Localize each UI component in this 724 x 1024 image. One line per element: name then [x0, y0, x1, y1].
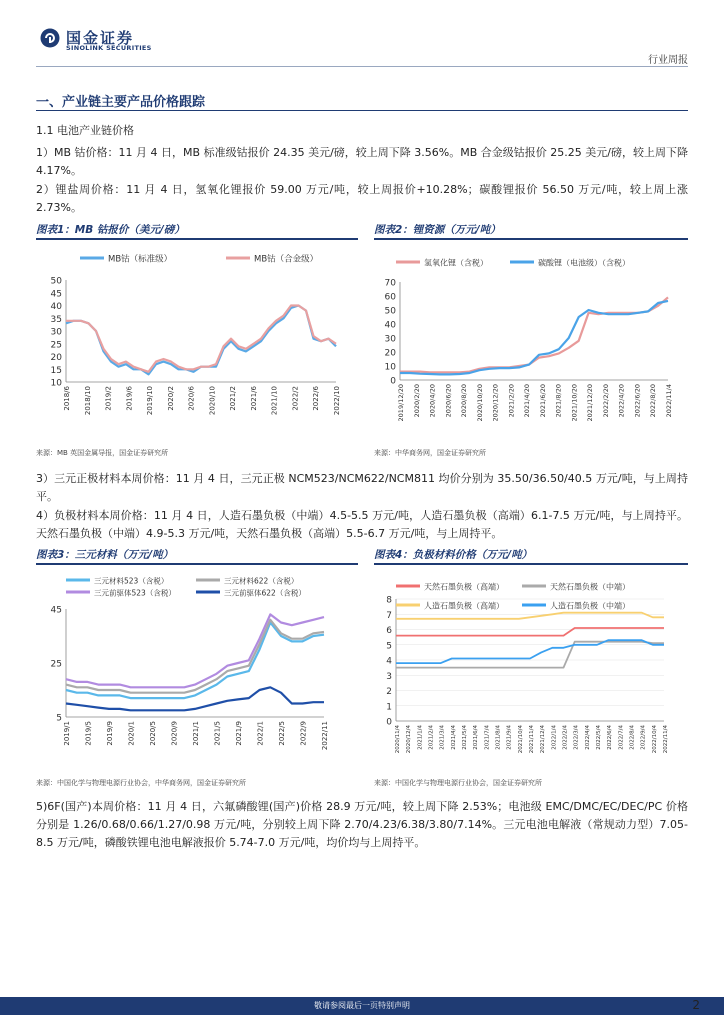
- x-tick-label: 2019/12/20: [397, 384, 405, 422]
- x-tick-label: 2021/12/20: [586, 384, 595, 422]
- x-tick-label: 2019/6: [125, 386, 134, 411]
- x-tick-label: 2022/1: [256, 721, 265, 746]
- series-line-1: [396, 628, 664, 636]
- figure2-rule: [374, 238, 688, 240]
- sinolink-logo-icon: [40, 28, 60, 48]
- figure2-source: 来源：中华商务网，国金证券研究所: [374, 449, 486, 457]
- series-line-4: [396, 640, 664, 663]
- series-line-1: [66, 306, 336, 375]
- x-tick-label: 2021/5/4: [462, 725, 468, 750]
- x-tick-label: 2020/12/20: [491, 384, 500, 422]
- x-tick-label: 2020/2/20: [412, 384, 421, 418]
- paragraph-ncm: 3）三元正极材料本周价格：11 月 4 日，三元正极 NCM523/NCM622/NCM811 均价分别为 35.50/36.50/40.5 万元/吨，与上周持平。: [36, 472, 688, 503]
- legend-label: 三元前驱体622（含税）: [224, 588, 306, 598]
- y-tick-label: 45: [50, 289, 62, 300]
- x-tick-label: 2020/10/20: [475, 384, 484, 422]
- figure4-source: 来源：中国化学与物理电源行业协会，国金证券研究所: [374, 779, 542, 787]
- x-tick-label: 2019/5: [84, 721, 93, 746]
- y-tick-label: 40: [384, 320, 396, 331]
- y-tick-label: 30: [384, 334, 396, 345]
- x-tick-label: 2022/4/20: [617, 384, 626, 418]
- series-line-3: [66, 614, 324, 687]
- x-tick-label: 2022/3/4: [573, 725, 580, 750]
- x-tick-label: 2021/8/4: [495, 725, 502, 750]
- x-tick-label: 2022/10/4: [651, 725, 658, 754]
- x-tick-label: 2020/11/4: [395, 725, 401, 754]
- x-tick-label: 2019/10: [146, 386, 155, 416]
- figure4-title: 图表4：负极材料价格（万元/吨）: [374, 549, 533, 561]
- x-tick-label: 2020/8/20: [460, 384, 469, 418]
- figure4-rule: [374, 563, 688, 565]
- x-tick-label: 2021/10: [270, 386, 279, 416]
- x-tick-label: 2021/9: [235, 721, 243, 746]
- section-title: 一、产业链主要产品价格跟踪: [36, 95, 206, 110]
- x-tick-label: 2022/2/20: [601, 384, 610, 418]
- x-tick-label: 2022/5: [278, 721, 286, 746]
- x-tick-label: 2021/7/4: [484, 725, 491, 750]
- x-tick-label: 2021/4/20: [523, 384, 532, 418]
- x-tick-label: 2021/2/20: [507, 384, 516, 418]
- x-tick-label: 2022/6: [312, 386, 321, 411]
- x-tick-label: 2020/4/20: [428, 384, 437, 418]
- y-tick-label: 50: [50, 276, 62, 287]
- x-tick-label: 2020/6/20: [444, 384, 453, 418]
- x-tick-label: 2022/2: [291, 386, 300, 411]
- x-tick-label: 2019/2: [104, 386, 113, 411]
- x-tick-label: 2022/1/4: [551, 725, 558, 750]
- paragraph-electrolyte: 5)6F(国产)本周价格：11 月 4 日，六氟磷酸锂(国产)价格 28.9 万元/吨，较上周下降 2.53%；电池级 EMC/DMC/EC/DEC/PC 价格分别是 1.26/0.68/0.66/1.27/0.98 万元/吨，分别较上周下降 2.70/4.23/6.38/3.80/7.14%。三元电池电解液（常规动力型）7.05-8.5 万元/吨，磷酸铁锂电池电解液报价 5.74-7.0 万元/吨，均价均与上周持平。: [36, 800, 688, 849]
- y-tick-label: 25: [50, 659, 62, 670]
- legend-label: MB钴（合金级）: [254, 254, 319, 265]
- figure3-source: 来源：中国化学与物理电源行业协会，中华商务网，国金证券研究所: [36, 779, 246, 787]
- y-tick-label: 50: [384, 306, 396, 317]
- y-tick-label: 60: [384, 292, 396, 303]
- x-tick-label: 2018/10: [83, 386, 92, 416]
- x-tick-label: 2021/4/4: [450, 725, 457, 750]
- x-tick-label: 2022/6/4: [607, 725, 614, 750]
- x-tick-label: 2022/5/4: [596, 725, 602, 750]
- figure3-rule: [36, 563, 358, 565]
- x-tick-label: 2020/6: [187, 386, 196, 411]
- x-tick-label: 2020/2: [166, 386, 175, 411]
- y-tick-label: 40: [50, 302, 62, 312]
- x-tick-label: 2020/1: [127, 721, 136, 746]
- legend-label: 碳酸锂（电池级）（含税）: [538, 258, 630, 268]
- x-tick-label: 2022/4/4: [584, 725, 591, 750]
- y-tick-label: 15: [50, 365, 62, 376]
- y-tick-label: 4: [386, 656, 392, 667]
- x-tick-label: 2021/1/4: [417, 725, 424, 750]
- x-tick-label: 2019/9: [106, 721, 114, 746]
- report-type: 行业周报: [648, 55, 688, 66]
- x-tick-label: 2021/1: [192, 721, 200, 746]
- legend-label: 三元材料622（含税）: [224, 576, 299, 586]
- chart-lithium: [374, 242, 688, 442]
- x-tick-label: 2021/3/4: [439, 725, 446, 750]
- x-tick-label: 2021/6: [249, 386, 258, 411]
- x-tick-label: 2019/1: [63, 721, 71, 746]
- footer-disclaimer: 敬请参阅最后一页特别声明: [314, 1001, 410, 1010]
- x-tick-label: 2022/9: [299, 721, 308, 746]
- x-tick-label: 2021/11/4: [529, 725, 535, 754]
- chart-cobalt: [36, 242, 358, 442]
- series-line-2: [66, 620, 324, 693]
- x-tick-label: 2021/5: [213, 721, 222, 746]
- y-tick-label: 5: [386, 641, 392, 652]
- series-line-1: [66, 623, 324, 699]
- y-tick-label: 45: [50, 605, 62, 616]
- subsection-title: 1.1 电池产业链价格: [36, 124, 134, 137]
- header-divider: [36, 66, 688, 67]
- y-tick-label: 20: [50, 353, 62, 363]
- x-tick-label: 2021/10/4: [517, 725, 524, 754]
- x-tick-label: 2022/8/20: [649, 384, 658, 418]
- x-tick-label: 2022/7/4: [618, 725, 625, 750]
- series-line-3: [396, 613, 664, 619]
- x-tick-label: 2021/2: [229, 386, 238, 411]
- x-tick-label: 2022/11/4: [663, 725, 669, 754]
- x-tick-label: 2022/8/4: [629, 725, 636, 750]
- legend-label: 天然石墨负极（中端）: [550, 582, 630, 592]
- y-tick-label: 10: [50, 378, 62, 389]
- y-tick-label: 20: [384, 348, 396, 359]
- x-tick-label: 2022/9/4: [640, 725, 647, 750]
- y-tick-label: 30: [50, 327, 62, 338]
- y-tick-label: 25: [50, 340, 62, 351]
- legend-label: 人造石墨负极（中端）: [550, 601, 630, 611]
- x-tick-label: 2021/10/20: [570, 384, 579, 422]
- x-tick-label: 2022/2/4: [562, 725, 569, 750]
- y-tick-label: 2: [386, 687, 392, 697]
- chart-ncm: [36, 567, 358, 767]
- x-tick-label: 2020/5: [149, 721, 157, 746]
- legend-label: MB钴（标准级）: [108, 254, 173, 265]
- logo-en: SINOLINK SECURITIES: [66, 44, 152, 52]
- y-tick-label: 1: [386, 702, 392, 713]
- page-number: 2: [692, 998, 700, 1012]
- series-line-2: [66, 306, 336, 372]
- y-tick-label: 35: [50, 314, 62, 325]
- x-tick-label: 2021/8/20: [554, 384, 563, 418]
- figure1-source: 来源：MB 英国金属导报，国金证券研究所: [36, 449, 169, 457]
- y-tick-label: 0: [390, 376, 396, 387]
- figure1-title: 图表1：MB 钴报价（美元/磅）: [36, 224, 185, 236]
- y-tick-label: 0: [386, 717, 392, 728]
- y-tick-label: 5: [56, 713, 62, 724]
- x-tick-label: 2021/9/4: [506, 725, 513, 750]
- x-tick-label: 2020/12/4: [406, 725, 413, 754]
- x-tick-label: 2022/6/20: [633, 384, 642, 418]
- x-tick-label: 2018/6: [63, 386, 71, 411]
- legend-label: 氢氧化锂（含税）: [424, 258, 488, 268]
- y-tick-label: 3: [386, 671, 392, 682]
- x-tick-label: 2021/12/4: [540, 725, 547, 754]
- y-tick-label: 6: [386, 626, 392, 636]
- x-tick-label: 2020/10: [208, 386, 217, 416]
- legend-label: 三元前驱体523（含税）: [94, 588, 176, 598]
- paragraph-anode: 4）负极材料本周价格：11 月 4 日，人造石墨负极（中端）4.5-5.5 万元/吨，人造石墨负极（高端）6.1-7.5 万元/吨，与上周持平。天然石墨负极（中端）4.9-5.3 万元/吨，天然石墨负极（高端）5.5-6.7 万元/吨，与上周持平。: [36, 509, 688, 540]
- figure3-title: 图表3：三元材料（万元/吨）: [36, 549, 174, 561]
- legend-label: 天然石墨负极（高端）: [424, 582, 504, 592]
- y-tick-label: 7: [386, 610, 392, 621]
- y-tick-label: 70: [384, 278, 396, 289]
- logo-cn: 国金证券: [66, 29, 135, 47]
- section-divider: [36, 110, 688, 111]
- paragraph-cobalt: 1）MB 钴价格：11 月 4 日，MB 标准级钴报价 24.35 美元/磅，较上周下降 3.56%。MB 合金级钴报价 25.25 美元/磅，较上周下降 4.17%。: [36, 146, 688, 177]
- chart-anode: [374, 567, 688, 767]
- y-tick-label: 8: [386, 595, 392, 606]
- y-tick-label: 10: [384, 362, 396, 373]
- legend-label: 三元材料523（含税）: [94, 576, 169, 586]
- x-tick-label: 2022/11/4: [665, 384, 673, 418]
- figure1-rule: [36, 238, 358, 240]
- x-tick-label: 2021/6/4: [473, 725, 480, 750]
- x-tick-label: 2022/10: [333, 386, 341, 416]
- legend-label: 人造石墨负极（高端）: [424, 601, 504, 611]
- figure2-title: 图表2：锂资源（万元/吨）: [374, 224, 501, 236]
- x-tick-label: 2021/2/4: [428, 725, 435, 750]
- x-tick-label: 2022/11: [321, 721, 329, 751]
- x-tick-label: 2021/6/20: [538, 384, 547, 418]
- paragraph-lithium: 2）锂盐周价格：11 月 4 日，氢氧化锂报价 59.00 万元/吨，较上周报价+10.28%；碳酸锂报价 56.50 万元/吨，较上周上涨 2.73%。: [36, 183, 688, 214]
- x-tick-label: 2020/9: [170, 721, 179, 746]
